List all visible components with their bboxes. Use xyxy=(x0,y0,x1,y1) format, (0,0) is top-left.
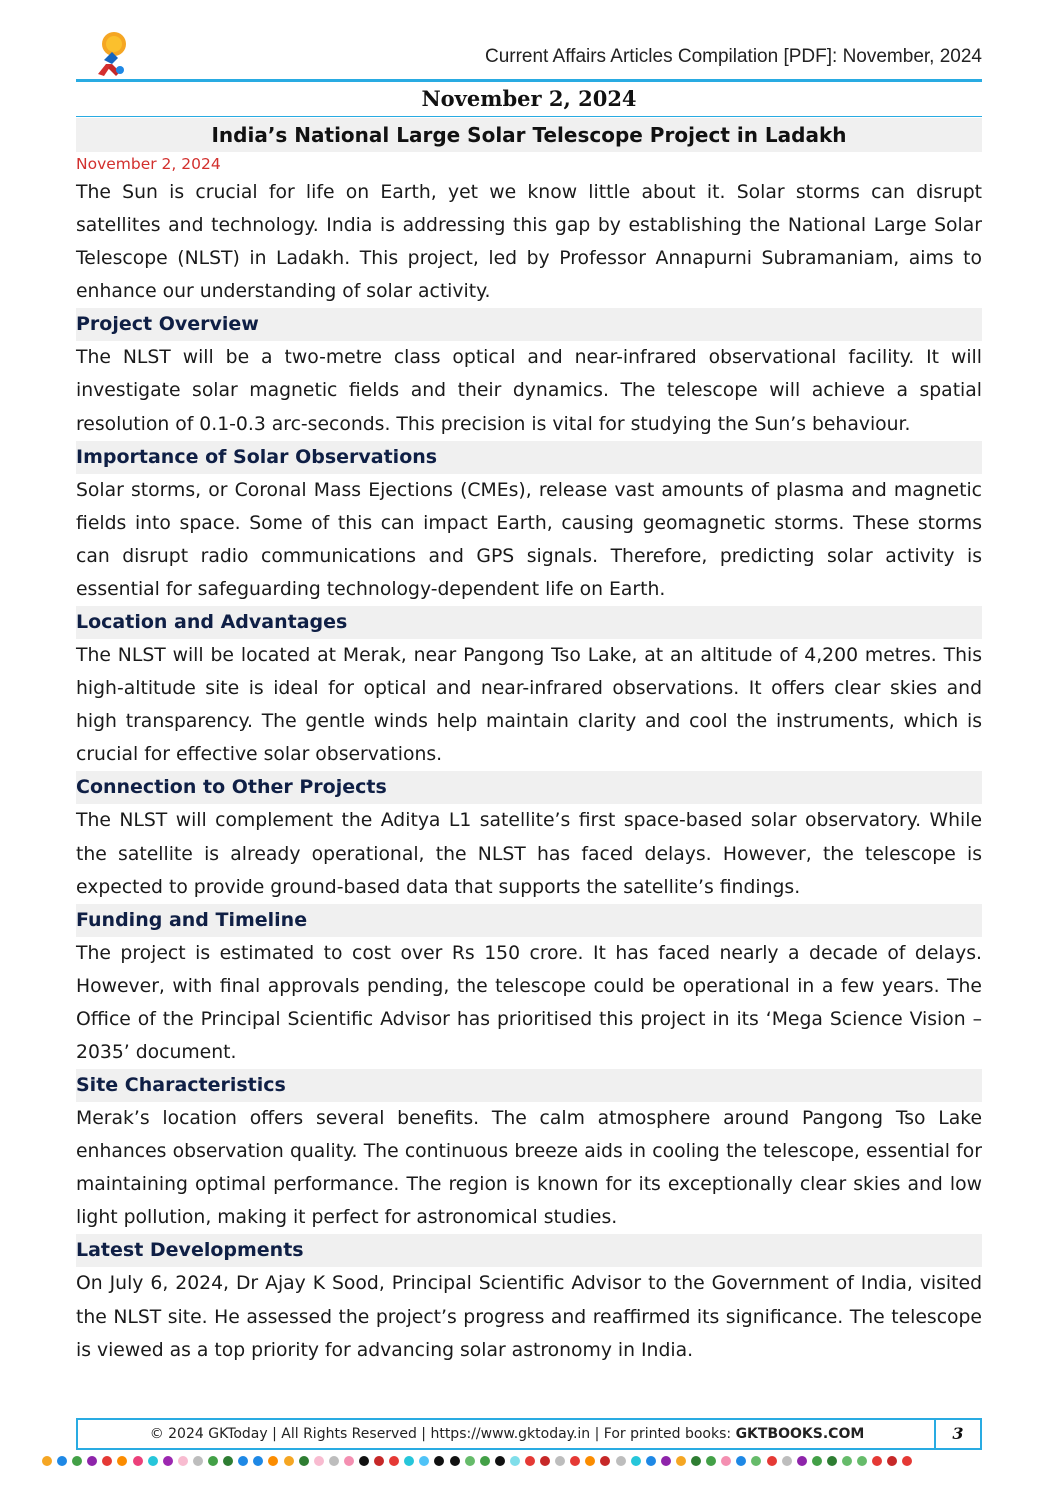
decorative-dot xyxy=(193,1456,203,1466)
article-intro: The Sun is crucial for life on Earth, yet we know little about it. Solar storms can disrupt satellites and technology. India is addressing this gap by establishing the National Large Solar Telescope (NLST) in Ladakh. This project, led by Professor Annapurni Subramaniam, aims to enhance our understanding of solar activity. xyxy=(76,182,982,303)
decorative-dot xyxy=(570,1456,580,1466)
article-title: India’s National Large Solar Telescope Project in Ladakh xyxy=(76,118,982,152)
decorative-dot xyxy=(117,1456,127,1466)
decorative-dot xyxy=(600,1456,610,1466)
section-body: Solar storms, or Coronal Mass Ejections (CMEs), release vast amounts of plasma and magnetic fields into space. Some of this can impact Earth, causing geomagnetic storms. These storms can disrupt radio communications and GPS signals. Therefore, predicting solar activity is essential for safeguarding technology-dependent life on Earth. xyxy=(76,479,982,600)
decorative-dot xyxy=(842,1456,852,1466)
decorative-dot xyxy=(163,1456,173,1466)
decorative-dot xyxy=(223,1456,233,1466)
decorative-dot xyxy=(359,1456,369,1466)
decorative-dot xyxy=(691,1456,701,1466)
decorative-dot xyxy=(480,1456,490,1466)
decorative-dot xyxy=(450,1456,460,1466)
decorative-dot xyxy=(721,1456,731,1466)
decorative-dot-row xyxy=(42,1456,912,1468)
section-body: The NLST will be located at Merak, near Pangong Tso Lake, at an altitude of 4,200 metres. This high-altitude site is ideal for optical and near-infrared observations. It offers clear skies and high transparency. The gentle winds help maintain clarity and cool the instruments, which is crucial for effective solar observations. xyxy=(76,645,982,766)
decorative-dot xyxy=(208,1456,218,1466)
decorative-dot xyxy=(178,1456,188,1466)
footer-books-link[interactable]: GKTBOOKS.COM xyxy=(735,1426,865,1442)
section-body: On July 6, 2024, Dr Ajay K Sood, Principal Scientific Advisor to the Government of India, visited the NLST site. He assessed the project’s progress and reaffirmed its significance. The telescope is viewed as a top priority for advancing solar astronomy in India. xyxy=(76,1273,982,1361)
decorative-dot xyxy=(616,1456,626,1466)
decorative-dot xyxy=(585,1456,595,1466)
gktoday-logo xyxy=(92,30,132,78)
decorative-dot xyxy=(872,1456,882,1466)
decorative-dot xyxy=(782,1456,792,1466)
decorative-dot xyxy=(812,1456,822,1466)
section-body: The NLST will be a two-metre class optical and near-infrared observational facility. It will investigate solar magnetic fields and their dynamics. The telescope will achieve a spatial resolution of 0.1-0.3 arc-seconds. This precision is vital for studying the Sun’s behaviour. xyxy=(76,347,982,435)
decorative-dot xyxy=(57,1456,67,1466)
decorative-dot xyxy=(284,1456,294,1466)
decorative-dot xyxy=(268,1456,278,1466)
section-heading: Location and Advantages xyxy=(76,606,982,639)
decorative-dot xyxy=(676,1456,686,1466)
decorative-dot xyxy=(465,1456,475,1466)
decorative-dot xyxy=(344,1456,354,1466)
decorative-dot xyxy=(706,1456,716,1466)
section-heading: Site Characteristics xyxy=(76,1069,982,1102)
date-heading: November 2, 2024 xyxy=(421,86,637,111)
section-heading: Connection to Other Projects xyxy=(76,771,982,804)
decorative-dot xyxy=(797,1456,807,1466)
section-heading: Project Overview xyxy=(76,308,982,341)
decorative-dot xyxy=(887,1456,897,1466)
decorative-dot xyxy=(133,1456,143,1466)
section-body: The NLST will complement the Aditya L1 satellite’s first space-based solar observatory. While the satellite is already operational, the NLST has faced delays. However, the telescope is expected to provide ground-based data that supports the satellite’s findings. xyxy=(76,810,982,898)
header-rule xyxy=(76,79,982,82)
decorative-dot xyxy=(555,1456,565,1466)
decorative-dot xyxy=(510,1456,520,1466)
decorative-dot xyxy=(389,1456,399,1466)
section-heading: Latest Developments xyxy=(76,1234,982,1267)
decorative-dot xyxy=(148,1456,158,1466)
decorative-dot xyxy=(495,1456,505,1466)
date-rule xyxy=(76,116,982,117)
decorative-dot xyxy=(827,1456,837,1466)
decorative-dot xyxy=(314,1456,324,1466)
decorative-dot xyxy=(902,1456,912,1466)
article-date: November 2, 2024 xyxy=(76,155,221,173)
page-footer xyxy=(76,1418,982,1450)
decorative-dot xyxy=(299,1456,309,1466)
decorative-dot xyxy=(102,1456,112,1466)
decorative-dot xyxy=(646,1456,656,1466)
decorative-dot xyxy=(751,1456,761,1466)
decorative-dot xyxy=(540,1456,550,1466)
decorative-dot xyxy=(329,1456,339,1466)
section-body: Merak’s location offers several benefits. The calm atmosphere around Pangong Tso Lake enhances observation quality. The continuous breeze aids in cooling the telescope, essential for maintaining optimal performance. The region is known for its exceptionally clear skies and low light pollution, making it perfect for astronomical studies. xyxy=(76,1108,982,1229)
decorative-dot xyxy=(42,1456,52,1466)
section-heading: Funding and Timeline xyxy=(76,904,982,937)
decorative-dot xyxy=(661,1456,671,1466)
decorative-dot xyxy=(434,1456,444,1466)
decorative-dot xyxy=(767,1456,777,1466)
page-number: 3 xyxy=(952,1424,964,1443)
decorative-dot xyxy=(631,1456,641,1466)
header-title: Current Affairs Articles Compilation [PDF]: November, 2024 xyxy=(484,46,982,67)
section-heading: Importance of Solar Observations xyxy=(76,441,982,474)
decorative-dot xyxy=(736,1456,746,1466)
section-body: The project is estimated to cost over Rs 150 crore. It has faced nearly a decade of delays. However, with final approvals pending, the telescope could be operational in a few years. The Office of the Principal Scientific Advisor has prioritised this project in its ‘Mega Science Vision – 2035’ document. xyxy=(76,942,982,1063)
decorative-dot xyxy=(253,1456,263,1466)
decorative-dot xyxy=(72,1456,82,1466)
article-content xyxy=(76,118,982,1367)
decorative-dot xyxy=(374,1456,384,1466)
decorative-dot xyxy=(857,1456,867,1466)
decorative-dot xyxy=(419,1456,429,1466)
decorative-dot xyxy=(238,1456,248,1466)
footer-copyright-text: © 2024 GKToday | All Rights Reserved | https://www.gktoday.in | For printed books: xyxy=(149,1426,736,1442)
decorative-dot xyxy=(87,1456,97,1466)
decorative-dot xyxy=(525,1456,535,1466)
decorative-dot xyxy=(404,1456,414,1466)
footer-copyright xyxy=(78,1420,936,1448)
